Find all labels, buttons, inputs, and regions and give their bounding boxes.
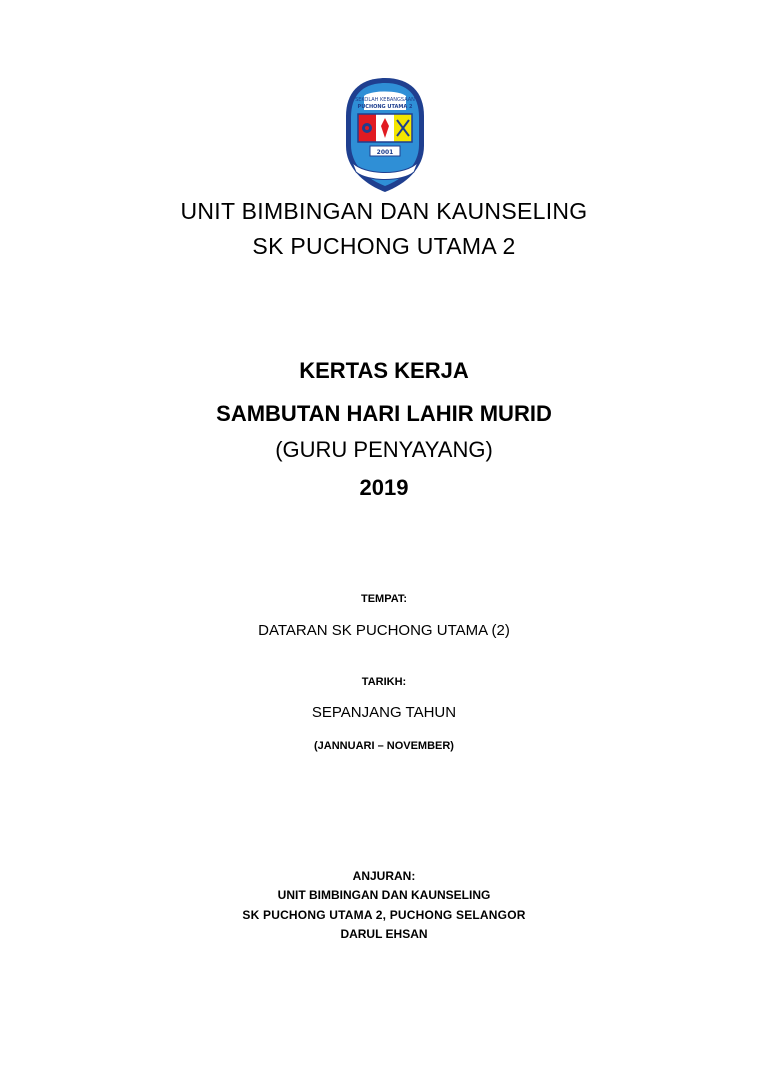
school-crest-icon: [338, 76, 432, 194]
school-title: SK PUCHONG UTAMA 2: [252, 233, 516, 259]
date-label: TARIKH:: [361, 676, 407, 688]
unit-title: UNIT BIMBINGAN DAN KAUNSELING: [180, 198, 588, 224]
venue-value: DATARAN SK PUCHONG UTAMA (2): [258, 622, 510, 639]
date-range: (JANNUARI – NOVEMBER): [314, 740, 454, 752]
svg-text:2001: 2001: [376, 149, 394, 156]
program-year: 2019: [359, 475, 409, 500]
venue-label: TEMPAT:: [360, 593, 408, 605]
program-subtitle: (GURU PENYAYANG): [275, 437, 493, 462]
organizer-line-1: UNIT BIMBINGAN DAN KAUNSELING: [277, 888, 491, 902]
program-title: SAMBUTAN HARI LAHIR MURID: [216, 401, 552, 426]
organizer-line-3: DARUL EHSAN: [340, 927, 428, 941]
svg-text:PUCHONG UTAMA 2: PUCHONG UTAMA 2: [357, 104, 413, 110]
organizer-line-2: SK PUCHONG UTAMA 2, PUCHONG SELANGOR: [242, 908, 526, 922]
document-type-heading: KERTAS KERJA: [299, 358, 469, 383]
organizer-label: ANJURAN:: [352, 869, 416, 883]
svg-text:SEKOLAH KEBANGSAAN: SEKOLAH KEBANGSAAN: [355, 97, 415, 103]
date-value: SEPANJANG TAHUN: [311, 704, 457, 721]
